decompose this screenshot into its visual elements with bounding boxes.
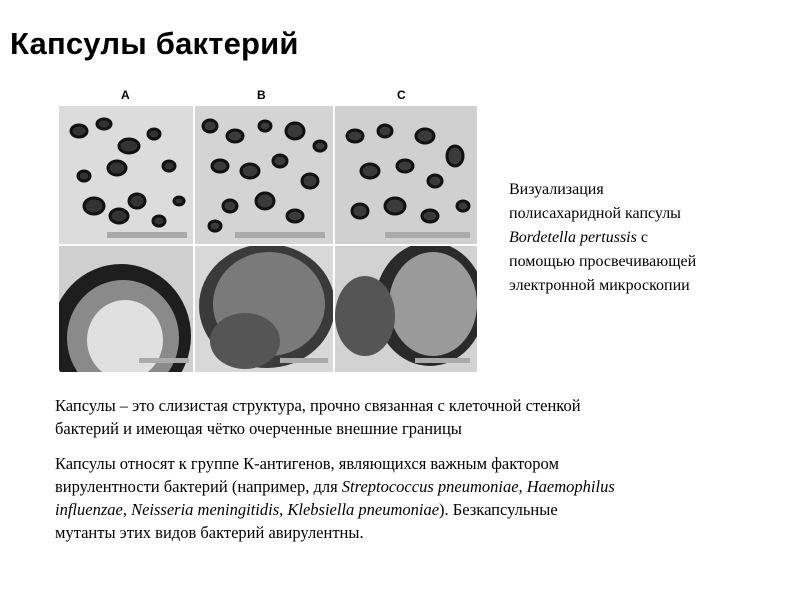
figure-caption (509, 178, 769, 298)
micrograph-a-closeup (59, 246, 193, 372)
panel-label-a: A (121, 88, 130, 102)
caption-line: электронной микроскопии (509, 277, 690, 294)
micrograph-c-closeup (335, 246, 477, 372)
panel-label-b: B (257, 88, 266, 102)
micrograph-figure (59, 88, 477, 372)
slide-title: Капсулы бактерий (10, 26, 299, 61)
micrograph-b-closeup (195, 246, 333, 372)
caption-line: Визуализация (509, 181, 604, 198)
caption-line: помощью просвечивающей (509, 253, 697, 270)
species-list-1: Streptococcus pneumoniae, Haemophilus (341, 477, 615, 496)
species-name: Bordetella pertussis (509, 229, 637, 246)
micrograph-b-overview (195, 106, 333, 244)
panel-label-c: C (397, 88, 406, 102)
paragraph-capsule-definition: Капсулы – это слизистая структура, прочно связанная с клеточной стенкой бактерий и имеющая чётко очерченные внешние границы (55, 396, 581, 438)
paragraph-k-antigens: Капсулы относят к группе К-антигенов, являющихся важным фактором вирулентности бактерий (например, для Streptococcus pneumoniae, Haemophilus influenzae, Neisseria meningitidis, Klebsiella pneumoniae). Безкапсульные мутанты этих видов бактерий авирулентны. (55, 454, 615, 542)
micrograph-c-overview (335, 106, 477, 244)
micrograph-a-overview (59, 106, 193, 244)
caption-line: Bordetella pertussis с (509, 229, 648, 246)
species-list-2: influenzae, Neisseria meningitidis, Klebsiella pneumoniae (55, 500, 440, 519)
caption-line: полисахаридной капсулы (509, 205, 681, 222)
